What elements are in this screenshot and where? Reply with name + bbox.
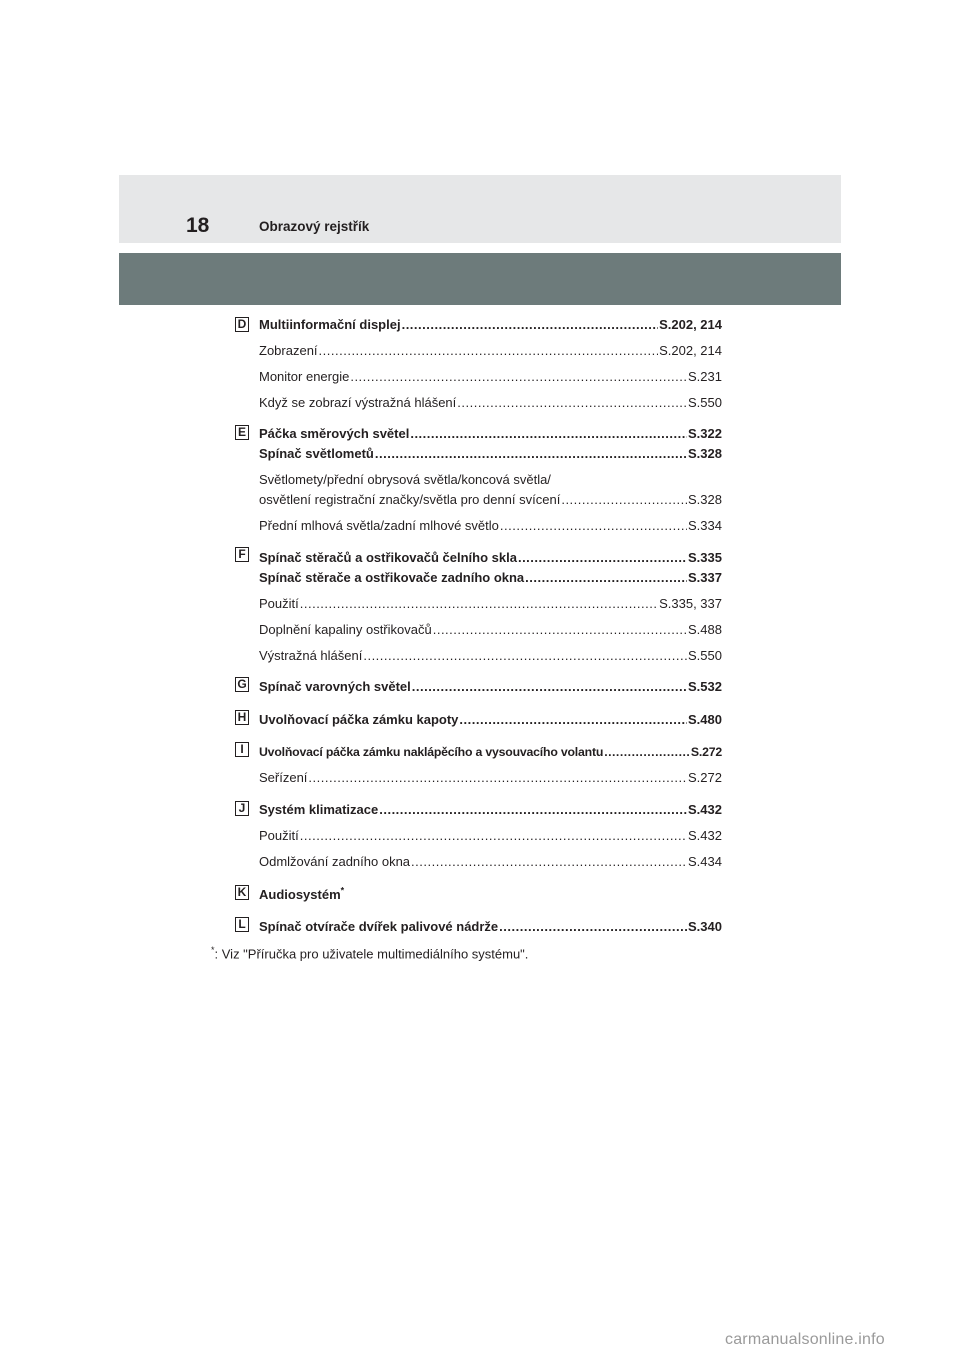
page-reference[interactable]: S.272: [690, 745, 722, 759]
watermark: carmanualsonline.info: [725, 1331, 885, 1348]
index-entry-audiosystem[interactable]: [259, 886, 722, 904]
index-entry-pouziti-klimatizace[interactable]: [259, 827, 722, 845]
index-entry-spinac-svetlometu[interactable]: [259, 445, 722, 463]
index-entry-palivova-nadrz[interactable]: [259, 918, 722, 936]
index-entry-svetlomety-line2[interactable]: [259, 491, 722, 509]
page-reference[interactable]: S.328: [688, 446, 722, 461]
letter-box-f: F: [235, 547, 249, 562]
index-entry-vystrazna-hlaseni[interactable]: [259, 394, 722, 412]
header-band: [119, 175, 841, 243]
index-entry-mlhova-svetla[interactable]: [259, 517, 722, 535]
dot-leader: [459, 711, 687, 729]
page-number: 18: [186, 214, 210, 237]
index-entry-odmlzovani[interactable]: [259, 853, 722, 871]
dot-leader: [308, 769, 687, 787]
dot-leader: [350, 368, 687, 386]
page-reference[interactable]: S.480: [688, 712, 722, 727]
index-entry-svetlomety-line1: Světlomety/přední obrysová světla/koncová světla/: [259, 472, 551, 487]
page-reference[interactable]: S.335: [688, 550, 722, 565]
footnote-text: : Viz "Příručka pro uživatele multimediálního systému".: [214, 946, 529, 962]
page-reference[interactable]: S.328: [688, 492, 722, 507]
letter-box-l: L: [235, 917, 249, 932]
letter-box-j: J: [235, 801, 249, 816]
entry-label: Spínač stěrače a ostřikovače zadního okna: [259, 570, 525, 585]
entry-label: Uvolňovací páčka zámku kapoty: [259, 712, 459, 727]
page-reference[interactable]: S.202, 214: [659, 317, 722, 332]
entry-label: Spínač varovných světel: [259, 679, 411, 694]
dot-leader: [300, 827, 687, 845]
dot-leader: [410, 425, 687, 443]
page-reference[interactable]: S.334: [688, 518, 722, 533]
entry-label: Zobrazení: [259, 343, 318, 358]
index-entry-zamek-kapoty[interactable]: [259, 711, 722, 729]
section-title: Obrazový rejstřík: [259, 219, 370, 234]
dot-leader: [411, 853, 687, 871]
dot-leader: [518, 549, 687, 567]
page-reference[interactable]: S.488: [688, 622, 722, 637]
index-entry-sterace-celni-sklo[interactable]: [259, 549, 722, 567]
entry-label: Páčka směrových světel: [259, 426, 410, 441]
index-entry-zobrazeni[interactable]: [259, 342, 722, 360]
entry-label: Monitor energie: [259, 369, 350, 384]
index-entry-pouziti[interactable]: [259, 595, 722, 613]
dot-leader: [375, 445, 687, 463]
index-entry-multiinformacni-displej[interactable]: [259, 316, 722, 334]
page-reference[interactable]: S.335, 337: [659, 596, 722, 611]
entry-label: Uvolňovací páčka zámku naklápěcího a vysouvacího volantu: [259, 745, 604, 759]
entry-label: Doplnění kapaliny ostřikovačů: [259, 622, 432, 637]
index-entry-vystrazna-hlaseni-2[interactable]: [259, 647, 722, 665]
entry-label: osvětlení registrační značky/světla pro denní svícení: [259, 492, 561, 507]
entry-label: Použití: [259, 596, 299, 611]
index-entry-varovnych-svetel[interactable]: [259, 678, 722, 696]
page-reference[interactable]: S.532: [688, 679, 722, 694]
letter-box-d: D: [235, 317, 249, 332]
page-reference[interactable]: S.432: [688, 802, 722, 817]
entry-label: Spínač otvírače dvířek palivové nádrže: [259, 919, 499, 934]
dot-leader: [363, 647, 687, 665]
footnote-mark: *: [211, 945, 215, 955]
dot-leader: [457, 394, 687, 412]
entry-label: Výstražná hlášení: [259, 648, 363, 663]
entry-label: Audiosystém: [259, 887, 341, 902]
page-reference[interactable]: S.550: [688, 648, 722, 663]
letter-box-k: K: [235, 885, 249, 900]
dot-leader: [500, 517, 687, 535]
index-entry-sterace-zadni-okno[interactable]: [259, 569, 722, 587]
entry-label: Spínač stěračů a ostřikovačů čelního skla: [259, 550, 517, 565]
index-entry-monitor-energie[interactable]: [259, 368, 722, 386]
dot-leader: [412, 678, 687, 696]
page-reference[interactable]: S.202, 214: [659, 343, 722, 358]
dot-leader: [433, 621, 687, 639]
dot-leader: [604, 743, 690, 761]
page-reference[interactable]: S.432: [688, 828, 722, 843]
entry-label: Systém klimatizace: [259, 802, 379, 817]
index-entry-zamek-volantu[interactable]: [259, 743, 722, 761]
letter-box-h: H: [235, 710, 249, 725]
page-reference[interactable]: S.340: [688, 919, 722, 934]
page-reference[interactable]: S.272: [688, 770, 722, 785]
page-reference[interactable]: S.231: [688, 369, 722, 384]
dot-leader: [379, 801, 687, 819]
page-reference[interactable]: S.550: [688, 395, 722, 410]
entry-label: Spínač světlometů: [259, 446, 374, 461]
dot-leader: [319, 342, 659, 360]
letter-box-g: G: [235, 677, 249, 692]
dot-leader: [402, 316, 659, 334]
entry-label: Odmlžování zadního okna: [259, 854, 411, 869]
footnote: [211, 941, 528, 963]
letter-box-i: I: [235, 742, 249, 757]
page-reference[interactable]: S.322: [688, 426, 722, 441]
page-reference[interactable]: S.434: [688, 854, 722, 869]
index-entry-serizeni[interactable]: [259, 769, 722, 787]
dot-leader: [300, 595, 658, 613]
index-entry-doplneni-kapaliny[interactable]: [259, 621, 722, 639]
index-entry-system-klimatizace[interactable]: [259, 801, 722, 819]
entry-label: Multiinformační displej: [259, 317, 401, 332]
index-entry-packa-smerovych-svetel[interactable]: [259, 425, 722, 443]
header-dark-band: [119, 253, 841, 305]
entry-label: Když se zobrazí výstražná hlášení: [259, 395, 457, 410]
letter-box-e: E: [235, 425, 249, 440]
dot-leader: [561, 491, 687, 509]
entry-label: Seřízení: [259, 770, 308, 785]
dot-leader: [525, 569, 687, 587]
page-reference[interactable]: S.337: [688, 570, 722, 585]
footnote-mark: *: [340, 885, 345, 896]
dot-leader: [499, 918, 687, 936]
entry-label: Přední mlhová světla/zadní mlhové světlo: [259, 518, 499, 533]
entry-label: Použití: [259, 828, 299, 843]
